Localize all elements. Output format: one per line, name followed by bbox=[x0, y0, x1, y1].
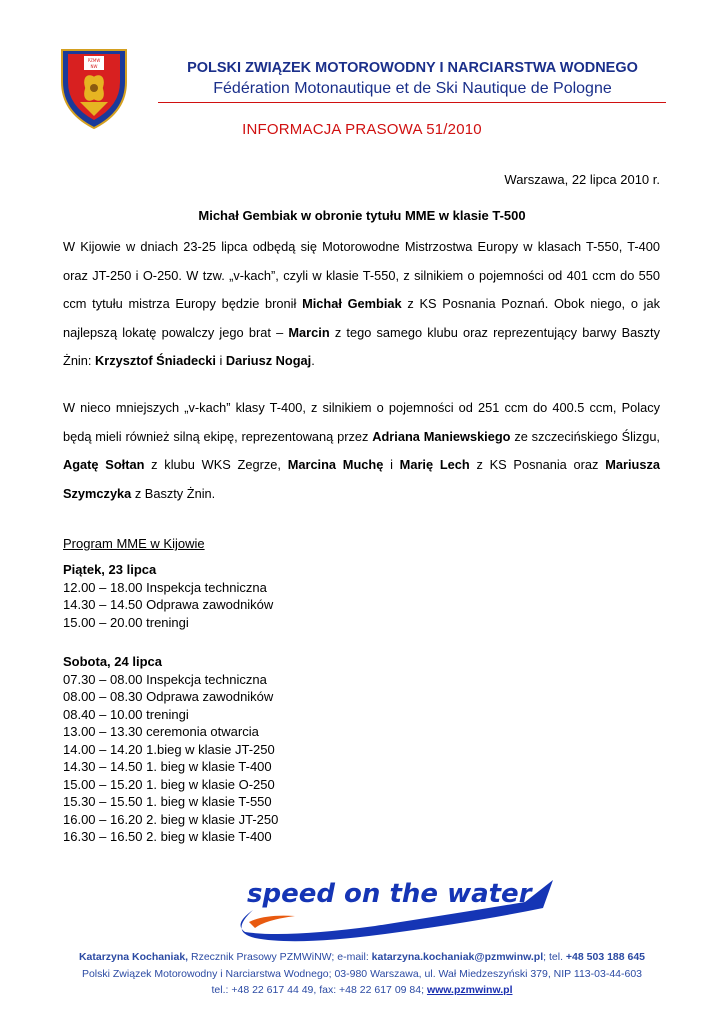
program-entry: 07.30 – 08.00 Inspekcja techniczna bbox=[63, 671, 267, 687]
footer bbox=[40, 949, 684, 999]
press-release-title: INFORMACJA PRASOWA 51/2010 bbox=[242, 121, 482, 138]
svg-text:NW: NW bbox=[90, 64, 98, 69]
paragraph-1: W Kijowie w dniach 23-25 lipca odbędą się Motorowodne Mistrzostwa Europy w klasach T-550, T-400 oraz JT-250 i O-250. W tzw. „v-kach”, czyli w klasie T-550, z silnikiem o pojemności od 401 ccm do 550 ccm tytułu mistrza Europy będzie bronił Michał Gembiak z KS Posnania Poznań. Obok niego, o jak najlepszą lokatę powalczy jego brat – Marcin z tego samego klubu oraz reprezentujący barwy Baszty Żnin: Krzysztof Śniadecki i Dariusz Nogaj. bbox=[63, 239, 660, 368]
program-day-title: Sobota, 24 lipca bbox=[63, 654, 162, 669]
program-entry: 16.30 – 16.50 2. bieg w klasie T-400 bbox=[63, 829, 272, 844]
program-entry: 14.00 – 14.20 1.bieg w klasie JT-250 bbox=[63, 741, 275, 757]
program-entry: 12.00 – 18.00 Inspekcja techniczna bbox=[63, 579, 267, 595]
paragraph-2: W nieco mniejszych „v-kach” klasy T-400, z silnikiem o pojemności od 251 ccm do 400.5 ccm, Polacy będą mieli również silną ekipę, reprezentowaną przez Adriana Maniewskiego ze szczecińskiego Ślizgu, Agatę Sołtan z klubu WKS Zegrze, Marcina Muchę i Marię Lech z KS Posnania oraz Mariusza Szymczyka z Baszty Żnin. bbox=[63, 400, 660, 501]
organization-name-pl: POLSKI ZWIĄZEK MOTOROWODNY I NARCIARSTWA WODNEGO bbox=[187, 60, 638, 76]
program-entry: 08.00 – 08.30 Odprawa zawodników bbox=[63, 689, 274, 704]
name-highlight: Mariusza Szymczyka bbox=[63, 457, 660, 501]
program-entry: 15.00 – 15.20 1. bieg w klasie O-250 bbox=[63, 776, 275, 792]
program-entry: 16.00 – 16.20 2. bieg w klasie JT-250 bbox=[63, 811, 279, 827]
name-highlight: Michał Gembiak bbox=[302, 296, 402, 311]
program-entry: 14.30 – 14.50 Odprawa zawodników bbox=[63, 597, 274, 612]
footer-phone-fax: tel.: +48 22 617 44 49, fax: +48 22 617 09 84; www.pzmwinw.pl bbox=[211, 984, 513, 996]
website-link[interactable]: www.pzmwinw.pl bbox=[426, 984, 513, 996]
article-headline: Michał Gembiak w obronie tytułu MME w klasie T-500 bbox=[198, 208, 526, 223]
pzmwinw-logo bbox=[58, 42, 130, 130]
organization-name-fr: Fédération Motonautique et de Ski Nautique de Pologne bbox=[213, 80, 612, 97]
svg-text:PZMW: PZMW bbox=[87, 58, 101, 63]
footer-contact-person: Katarzyna Kochaniak, Rzecznik Prasowy PZMWiNW; e-mail: katarzyna.kochaniak@pzmwinw.pl; tel. +48 503 188 645 bbox=[78, 951, 646, 963]
program-entry: 15.30 – 15.50 1. bieg w klasie T-550 bbox=[63, 794, 272, 809]
program-entry: 14.30 – 14.50 1. bieg w klasie T-400 bbox=[63, 759, 272, 774]
program-entry: 13.00 – 13.30 ceremonia otwarcia bbox=[63, 724, 259, 739]
footer-address: Polski Związek Motorowodny i Narciarstwa Wodnego; 03-980 Warszawa, ul. Wał Miedzeszyński 379, NIP 113-03-44-603 bbox=[81, 967, 643, 980]
phone-number: +48 503 188 645 bbox=[565, 951, 646, 963]
program-day bbox=[63, 561, 273, 631]
name-highlight: Agatę Sołtan bbox=[63, 457, 145, 472]
name-highlight: Dariusz Nogaj bbox=[225, 353, 312, 368]
program-entry: 08.40 – 10.00 treningi bbox=[63, 706, 189, 722]
email-link[interactable]: katarzyna.kochaniak@pzmwinw.pl bbox=[371, 951, 544, 963]
name-highlight: Marcin bbox=[288, 324, 330, 340]
date-line: Warszawa, 22 lipca 2010 r. bbox=[504, 172, 660, 187]
speed-on-the-water-graphic bbox=[225, 872, 560, 942]
program-heading: Program MME w Kijowie bbox=[63, 536, 205, 551]
program-day bbox=[63, 653, 278, 846]
name-highlight: Krzysztof Śniadecki bbox=[95, 353, 216, 368]
program-day-title: Piątek, 23 lipca bbox=[63, 562, 157, 577]
slogan-text: speed on the water bbox=[247, 879, 532, 909]
header-divider bbox=[158, 102, 666, 103]
program-entry: 15.00 – 20.00 treningi bbox=[63, 614, 189, 630]
name-highlight: Adriana Maniewskiego bbox=[372, 428, 511, 444]
name-highlight: Marię Lech bbox=[399, 457, 470, 472]
name-highlight: Marcina Muchę bbox=[287, 457, 384, 472]
